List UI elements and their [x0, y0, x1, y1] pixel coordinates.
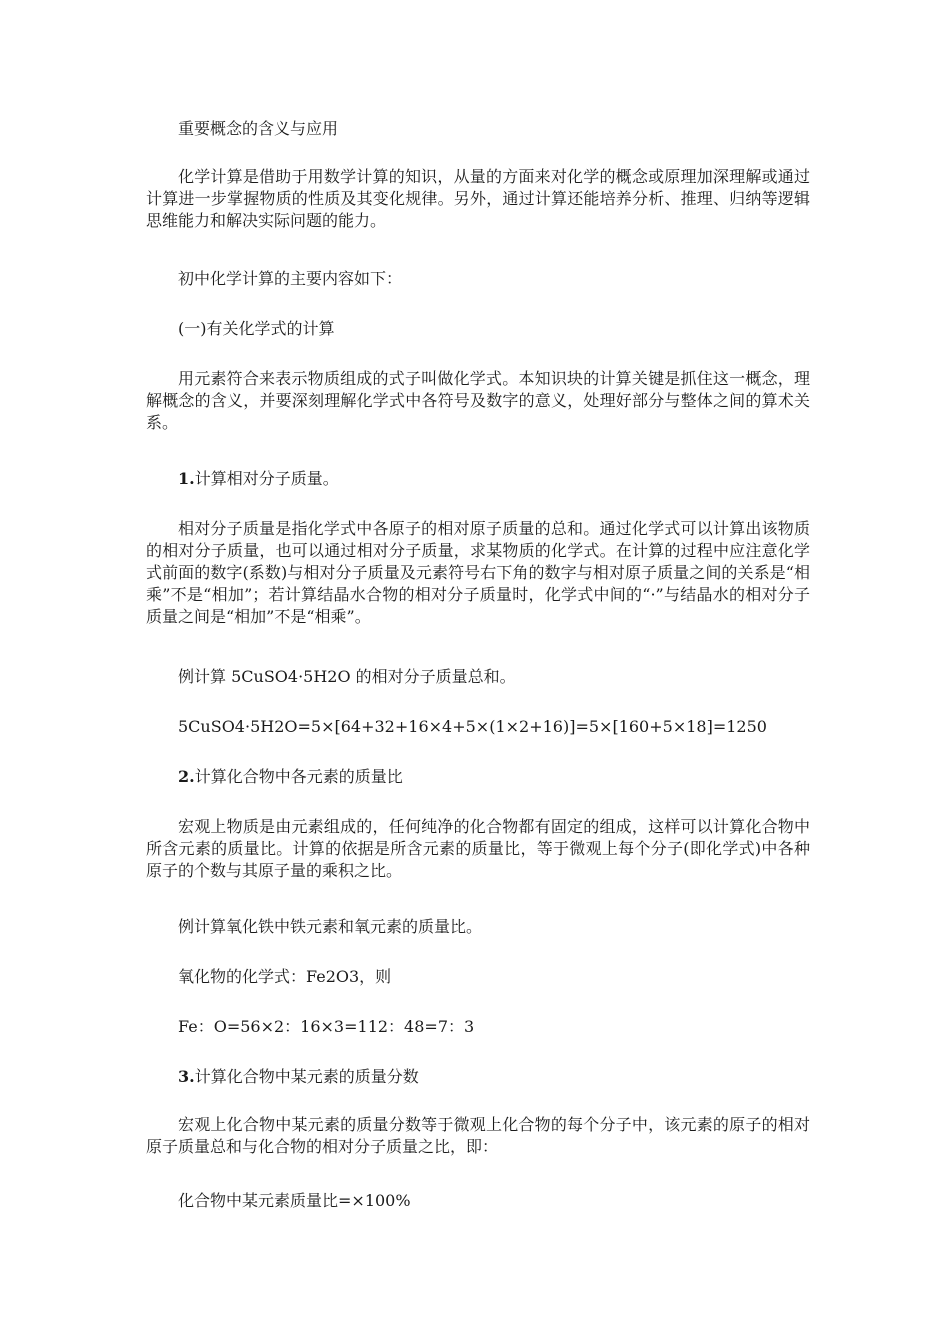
item2-title: 计算化合物中各元素的质量比 — [194, 767, 403, 786]
item2-formula: 氧化物的化学式：Fe2O3，则 — [178, 967, 392, 986]
section1-heading: (一)有关化学式的计算 — [178, 319, 335, 338]
item2-example: 例计算氧化铁中铁元素和氧元素的质量比。 — [178, 917, 483, 936]
intro-paragraph: 化学计算是借助于用数学计算的知识，从量的方面来对化学的概念或原理加深理解或通过计算进一步掌握物质的性质及其变化规律。另外，通过计算还能培养分析、推理、归纳等逻辑思维能力和解决实际问题的能力。 — [146, 167, 810, 230]
item1-heading — [146, 468, 810, 490]
item3-number: 3. — [178, 1067, 195, 1086]
item1-calculation: 5CuSO4·5H2O=5×[64+32+16×4+5×(1×2+16)]=5×[160+5×18]=1250 — [178, 717, 767, 736]
main-content-heading: 初中化学计算的主要内容如下： — [178, 269, 403, 288]
item2-paragraph: 宏观上物质是由元素组成的，任何纯净的化合物都有固定的组成，这样可以计算化合物中所含元素的质量比。计算的依据是所含元素的质量比，等于微观上每个分子(即化学式)中各种原子的个数与其原子量的乘积之比。 — [146, 817, 810, 880]
section1-paragraph: 用元素符合来表示物质组成的式子叫做化学式。本知识块的计算关键是抓住这一概念，理解概念的含义，并要深刻理解化学式中各符号及数字的意义，处理好部分与整体之间的算术关系。 — [146, 369, 810, 432]
item2-number: 2. — [178, 767, 195, 786]
document-title: 重要概念的含义与应用 — [178, 119, 339, 138]
item3-paragraph: 宏观上化合物中某元素的质量分数等于微观上化合物的每个分子中，该元素的原子的相对原子质量总和与化合物的相对分子质量之比，即： — [146, 1115, 810, 1156]
item2-calculation: Fe：O=56×2：16×3=112：48=7：3 — [178, 1017, 475, 1036]
item2-heading — [146, 766, 810, 788]
item3-title: 计算化合物中某元素的质量分数 — [194, 1067, 419, 1086]
item3-formula: 化合物中某元素质量比=×100% — [178, 1191, 411, 1210]
item1-number: 1. — [178, 469, 195, 488]
item1-example: 例计算 5CuSO4·5H2O 的相对分子质量总和。 — [178, 667, 516, 686]
item1-title: 计算相对分子质量。 — [194, 469, 339, 488]
item1-paragraph: 相对分子质量是指化学式中各原子的相对原子质量的总和。通过化学式可以计算出该物质的相对分子质量，也可以通过相对分子质量，求某物质的化学式。在计算的过程中应注意化学式前面的数字(系数)与相对分子质量及元素符号右下角的数字与相对原子质量之间的关系是“相乘”不是“相加”；若计算结晶水合物的相对分子质量时，化学式中间的“·”与结晶水的相对分子质量之间是“相加”不是“相乘”。 — [146, 519, 810, 626]
item3-heading — [146, 1066, 810, 1088]
